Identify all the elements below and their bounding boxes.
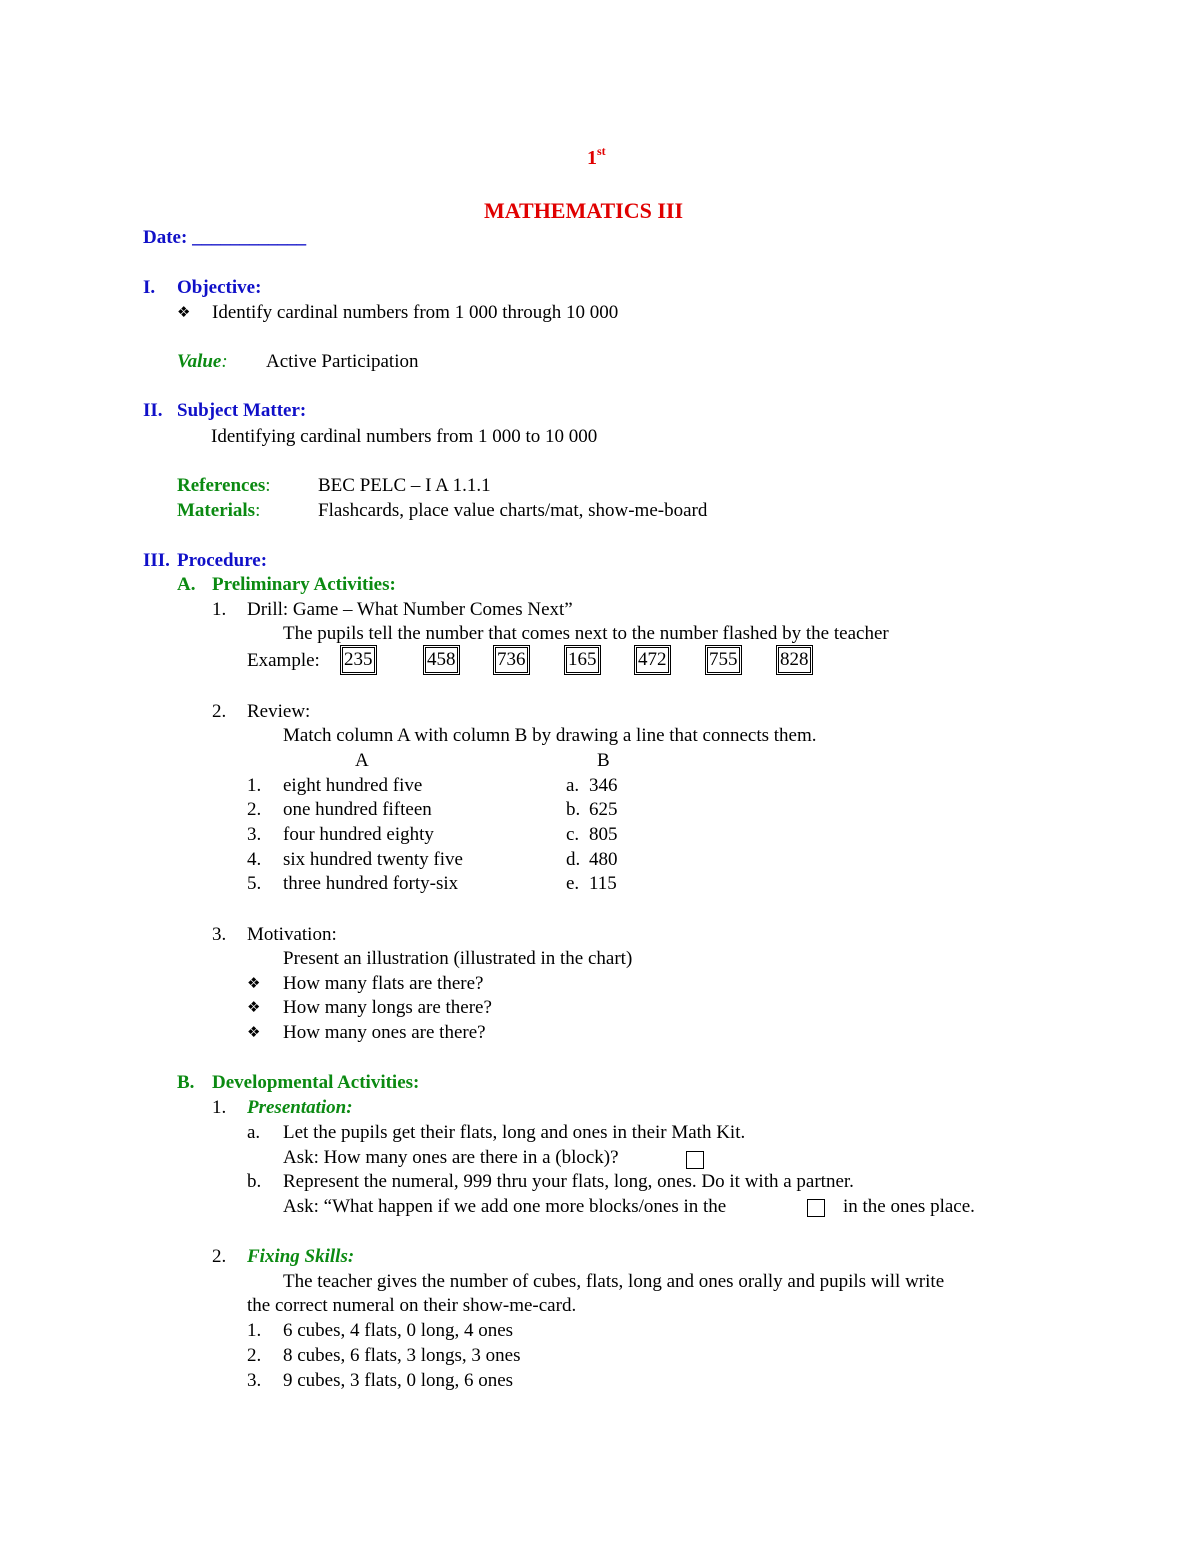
motivation-text: Present an illustration (illustrated in the chart): [283, 948, 633, 969]
match-a-number: 1.: [247, 775, 262, 796]
motivation-question: How many ones are there?: [283, 1022, 486, 1043]
match-a-text: three hundred forty-six: [283, 873, 459, 894]
review-title: Review:: [247, 701, 311, 722]
materials-label-text: Materials: [177, 500, 256, 521]
example-box: 165: [564, 645, 601, 675]
diamond-bullet-icon: ❖: [177, 303, 191, 321]
match-b-letter: a.: [566, 775, 580, 796]
page-title: MATHEMATICS III: [484, 198, 684, 223]
match-a-text: four hundred eighty: [283, 824, 434, 845]
motivation-question: How many flats are there?: [283, 973, 484, 994]
subject-numeral: II.: [143, 400, 163, 421]
quarter-label: [587, 144, 606, 169]
step-b-ask-end: in the ones place.: [843, 1196, 975, 1217]
column-b-header: B: [597, 750, 610, 771]
presentation-title: Presentation:: [247, 1097, 353, 1118]
match-b-value: 805: [589, 824, 618, 845]
match-b-letter: e.: [566, 873, 580, 894]
prelim-heading: Preliminary Activities:: [212, 574, 396, 595]
match-a-text: eight hundred five: [283, 775, 423, 796]
match-b-letter: b.: [566, 799, 581, 820]
match-a-number: 2.: [247, 799, 262, 820]
presentation-number: 1.: [212, 1097, 227, 1118]
dev-letter: B.: [177, 1072, 195, 1093]
step-a-text: Let the pupils get their flats, long and ones in their Math Kit.: [283, 1122, 746, 1143]
match-a-text: one hundred fifteen: [283, 799, 432, 820]
match-b-value: 115: [589, 873, 617, 894]
match-b-value: 346: [589, 775, 618, 796]
fixing-item-number: 1.: [247, 1320, 262, 1341]
fixing-text-line1: The teacher gives the number of cubes, flats, long and ones orally and pupils will write: [283, 1271, 945, 1292]
fixing-item-text: 6 cubes, 4 flats, 0 long, 4 ones: [283, 1320, 514, 1341]
step-b-letter: b.: [247, 1171, 262, 1192]
value-label-text: Value: [177, 351, 222, 372]
quarter-superscript: st: [597, 144, 606, 158]
fixing-item-text: 9 cubes, 3 flats, 0 long, 6 ones: [283, 1370, 514, 1391]
example-label: Example:: [247, 650, 320, 671]
drill-title: Drill: Game – What Number Comes Next”: [247, 599, 573, 620]
example-box: 755: [705, 645, 742, 675]
fixing-title: Fixing Skills:: [247, 1246, 355, 1267]
diamond-bullet-icon: ❖: [247, 974, 261, 992]
step-b-ask: Ask: “What happen if we add one more blocks/ones in the: [283, 1196, 727, 1217]
motivation-question: How many longs are there?: [283, 997, 492, 1018]
match-a-text: six hundred twenty five: [283, 849, 463, 870]
match-a-number: 4.: [247, 849, 262, 870]
step-a-letter: a.: [247, 1122, 261, 1143]
match-a-number: 3.: [247, 824, 262, 845]
fixing-item-number: 3.: [247, 1370, 262, 1391]
value-text: Active Participation: [266, 351, 419, 372]
references-colon: :: [265, 475, 271, 496]
objective-numeral: I.: [143, 277, 156, 298]
diamond-bullet-icon: ❖: [247, 998, 261, 1016]
materials-text: Flashcards, place value charts/mat, show-me-board: [318, 500, 708, 521]
example-box: 235: [340, 645, 377, 675]
value-label: [177, 352, 228, 371]
quarter-number: 1: [587, 147, 597, 169]
step-a-ask: Ask: How many ones are there in a (block)?: [283, 1147, 619, 1168]
match-b-value: 480: [589, 849, 618, 870]
match-b-value: 625: [589, 799, 618, 820]
drill-number: 1.: [212, 599, 227, 620]
example-box: 458: [423, 645, 460, 675]
fixing-number: 2.: [212, 1246, 227, 1267]
fixing-text-line2: the correct numeral on their show-me-card.: [247, 1295, 577, 1316]
diamond-bullet-icon: ❖: [247, 1023, 261, 1041]
example-box: 472: [634, 645, 671, 675]
review-number: 2.: [212, 701, 227, 722]
references-text: BEC PELC – I A 1.1.1: [318, 475, 491, 496]
date-blank: ____________: [192, 227, 307, 248]
date-line: [143, 228, 306, 247]
dev-heading: Developmental Activities:: [212, 1072, 420, 1093]
example-box: 736: [493, 645, 530, 675]
date-label: Date:: [143, 227, 188, 248]
example-box: 828: [776, 645, 813, 675]
checkbox-icon: [686, 1151, 704, 1169]
fixing-item-number: 2.: [247, 1345, 262, 1366]
value-colon: :: [221, 351, 228, 372]
prelim-letter: A.: [177, 574, 196, 595]
match-a-number: 5.: [247, 873, 262, 894]
match-b-letter: d.: [566, 849, 581, 870]
motivation-number: 3.: [212, 924, 227, 945]
motivation-title: Motivation:: [247, 924, 337, 945]
objective-heading: Objective:: [177, 277, 262, 298]
checkbox-icon: [807, 1199, 825, 1217]
materials-label: [177, 501, 260, 520]
subject-heading: Subject Matter:: [177, 400, 307, 421]
column-a-header: A: [355, 750, 369, 771]
procedure-numeral: III.: [143, 550, 170, 571]
subject-text: Identifying cardinal numbers from 1 000 to 10 000: [211, 426, 598, 447]
procedure-heading: Procedure:: [177, 550, 268, 571]
references-label-text: References: [177, 475, 266, 496]
objective-bullet-text: Identify cardinal numbers from 1 000 through 10 000: [212, 302, 619, 323]
materials-colon: :: [255, 500, 261, 521]
drill-text: The pupils tell the number that comes next to the number flashed by the teacher: [283, 623, 889, 644]
match-b-letter: c.: [566, 824, 580, 845]
review-text: Match column A with column B by drawing a line that connects them.: [283, 725, 817, 746]
step-b-text: Represent the numeral, 999 thru your flats, long, ones. Do it with a partner.: [283, 1171, 854, 1192]
fixing-item-text: 8 cubes, 6 flats, 3 longs, 3 ones: [283, 1345, 521, 1366]
references-label: [177, 476, 271, 495]
